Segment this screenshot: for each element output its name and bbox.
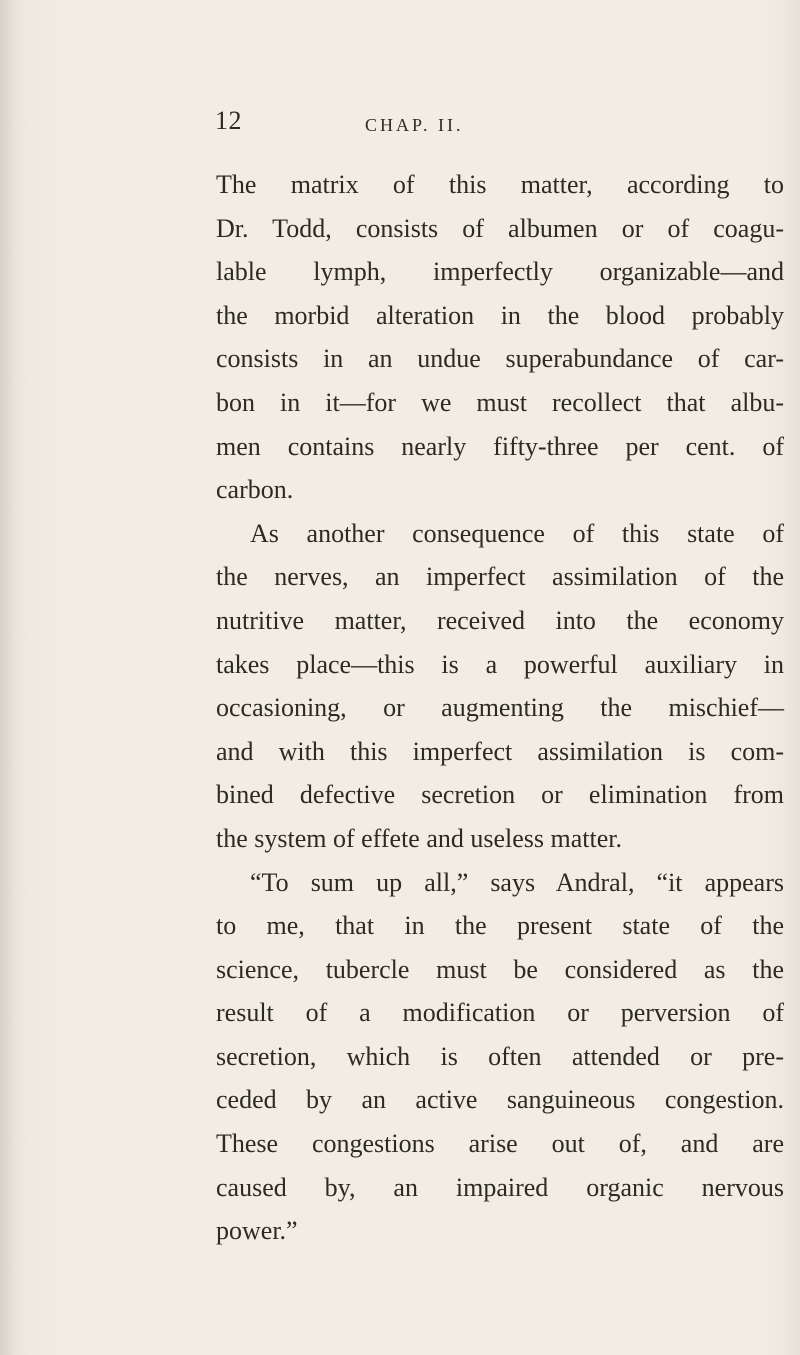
text-line: the system of effete and useless matter. [216, 823, 623, 853]
text-line: bon in it—for we must recollect that albu- [216, 387, 784, 417]
text-line: result of a modification or perversion of [216, 998, 784, 1028]
text-line: power.” [216, 1216, 298, 1246]
text-line: and with this imperfect assimilation is com- [216, 736, 784, 766]
text-line: science, tubercle must be considered as the [216, 954, 784, 984]
text-line: As another consequence of this state of [250, 518, 784, 548]
text-line: caused by, an impaired organic nervous [216, 1172, 784, 1202]
text-line: takes place—this is a powerful auxiliary in [216, 649, 784, 679]
text-line: men contains nearly fifty-three per cent. of [216, 431, 784, 461]
text-line: carbon. [216, 475, 294, 505]
text-line: bined defective secretion or elimination from [216, 780, 784, 810]
text-line: secretion, which is often attended or pre- [216, 1041, 784, 1071]
page-gutter-shadow [0, 0, 18, 1355]
text-line: Dr. Todd, consists of albumen or of coagu- [216, 213, 784, 243]
text-line: consists in an undue superabundance of car- [216, 344, 784, 374]
text-line: These congestions arise out of, and are [216, 1129, 784, 1159]
text-line: lable lymph, imperfectly organizable—and [216, 257, 784, 287]
running-head: CHAP. II. [365, 115, 464, 135]
page-number: 12 [215, 106, 242, 135]
body-text [216, 163, 784, 1253]
text-line: ceded by an active sanguineous congestion. [216, 1085, 784, 1115]
text-line: nutritive matter, received into the economy [216, 605, 784, 635]
text-line: “To sum up all,” says Andral, “it appears [250, 867, 784, 897]
text-line: the morbid alteration in the blood probably [216, 300, 784, 330]
text-line: occasioning, or augmenting the mischief— [216, 693, 784, 723]
text-line: to me, that in the present state of the [216, 911, 784, 941]
text-line: the nerves, an imperfect assimilation of the [216, 562, 784, 592]
text-line: The matrix of this matter, according to [216, 170, 784, 199]
